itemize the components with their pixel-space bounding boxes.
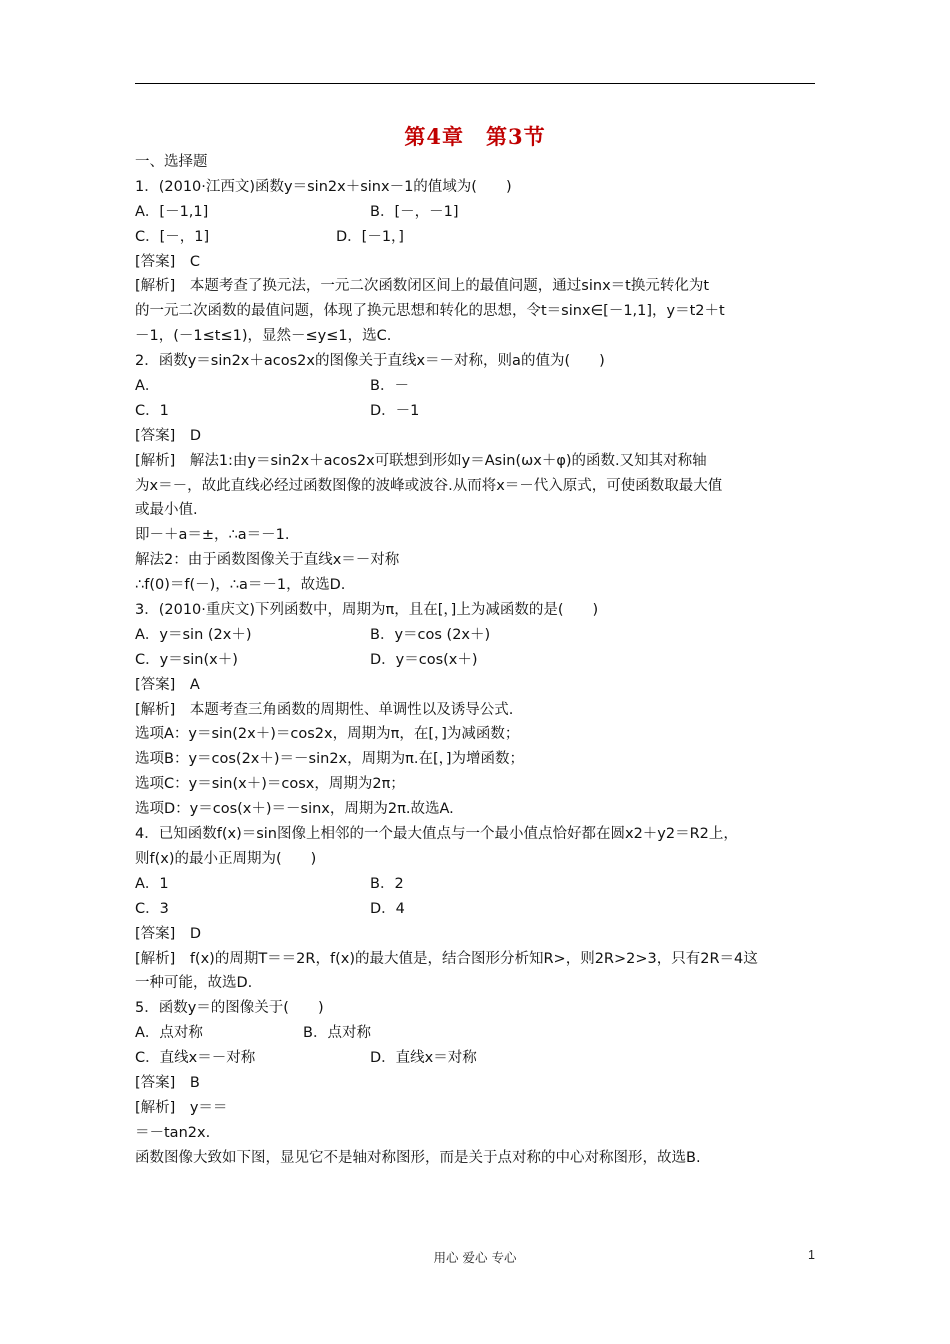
question-1-options-row-2 [135,225,825,250]
page-title: 第4章 第3节 [404,124,546,149]
page-number: 1 [808,1248,815,1262]
question-4-options-row-1 [135,872,825,897]
question-4-explanation: [解析] f(x)的周期T＝＝2R，f(x)的最大值是，结合图形分析知R>，则2R>2>3，只有2R＝4这 [135,950,758,967]
option-a: A．点对称 [135,1025,203,1042]
question-5-stem: 5．函数y＝的图像关于( ) [135,1000,324,1017]
question-5-options-row-2 [135,1046,825,1071]
question-1-explanation: －1，(－1≤t≤1)，显然－≤y≤1，选C. [135,328,392,345]
question-2-explanation: 为x＝－，故此直线必经过函数图像的波峰或波谷.从而将x＝－代入原式，可使函数取最大值 [135,477,723,494]
question-5-explanation: ＝－tan2x. [135,1124,211,1141]
option-c: C．y＝sin(x＋) [135,651,238,668]
question-1-explanation: 的一元二次函数的最值问题，体现了换元思想和转化的思想，令t＝sinx∈[－1,1]，y＝t2＋t [135,303,725,320]
question-2-answer: [答案] D [135,427,201,444]
header-rule [135,83,815,84]
question-3-explanation: [解析] 本题考查三角函数的周期性、单调性以及诱导公式. [135,701,514,718]
option-b: B．2 [370,875,404,892]
option-b: B．点对称 [303,1025,371,1042]
option-c: C．3 [135,900,169,917]
option-a: A．1 [135,875,169,892]
question-4-explanation: 一种可能，故选D. [135,975,253,992]
question-2-options-row-2 [135,399,825,424]
question-3-options-row-2 [135,648,825,673]
question-3-options-row-1 [135,623,825,648]
question-2-explanation: ∴f(0)＝f(－)，∴a＝－1，故选D. [135,577,346,594]
option-a: A．y＝sin (2x＋) [135,626,252,643]
option-a: A．[－1,1] [135,203,209,220]
question-2-options-row-1 [135,374,825,399]
document-body [135,150,825,1171]
question-5-explanation: 函数图像大致如下图，显见它不是轴对称图形，而是关于点对称的中心对称图形，故选B. [135,1149,701,1166]
question-2-explanation: 即－＋a＝±，∴a＝－1. [135,527,290,544]
question-4-stem: 则f(x)的最小正周期为( ) [135,850,317,867]
option-d: D．y＝cos(x＋) [370,651,478,668]
option-b: B．y＝cos (2x＋) [370,626,491,643]
page-footer: 用心 爱心 专心 [433,1250,517,1265]
section-heading: 一、选择题 [135,154,208,170]
question-1-explanation: [解析] 本题考查了换元法，一元二次函数闭区间上的最值问题，通过sinx＝t换元转化为t [135,278,710,295]
question-2-explanation: 或最小值. [135,502,198,519]
question-1-answer: [答案] C [135,253,200,270]
option-d: D．4 [370,900,405,917]
option-b: B．[－，－1] [370,203,459,220]
question-2-explanation: 解法2：由于函数图像关于直线x＝－对称 [135,552,400,569]
question-4-stem: 4．已知函数f(x)＝sin图像上相邻的一个最大值点与一个最小值点恰好都在圆x2＋y2＝R2上， [135,826,738,843]
question-5-explanation: [解析] y＝＝ [135,1099,228,1116]
option-c: C．直线x＝－对称 [135,1050,256,1067]
question-3-explanation: 选项B：y＝cos(2x＋)＝－sin2x，周期为π.在[，]为增函数； [135,751,525,768]
question-5-answer: [答案] B [135,1074,200,1091]
question-5-options-row-1 [135,1021,825,1046]
option-c: C．1 [135,402,169,419]
option-c: C．[－，1] [135,228,210,245]
option-d: D．[－1，] [336,228,404,245]
option-a: A． [135,378,160,395]
question-3-answer: [答案] A [135,676,200,693]
question-2-stem: 2．函数y＝sin2x＋acos2x的图像关于直线x＝－对称，则a的值为( ) [135,353,605,370]
question-2-explanation: [解析] 解法1:由y＝sin2x＋acos2x可联想到形如y＝Asin(ωx＋φ)的函数.又知其对称轴 [135,452,707,469]
question-3-explanation: 选项C：y＝sin(x＋)＝cosx，周期为2π； [135,776,405,793]
question-4-options-row-2 [135,897,825,922]
question-4-answer: [答案] D [135,925,201,942]
question-1-stem: 1．(2010·江西文)函数y＝sin2x＋sinx－1的值域为( ) [135,178,512,195]
option-b: B．－ [370,378,409,395]
option-d: D．直线x＝对称 [370,1050,477,1067]
question-1-options-row-1 [135,200,825,225]
question-3-stem: 3．(2010·重庆文)下列函数中，周期为π，且在[，]上为减函数的是( ) [135,602,599,619]
option-d: D．－1 [370,402,420,419]
question-3-explanation: 选项D：y＝cos(x＋)＝－sinx，周期为2π.故选A. [135,801,454,818]
question-3-explanation: 选项A：y＝sin(2x＋)＝cos2x，周期为π，在[，]为减函数； [135,726,520,743]
